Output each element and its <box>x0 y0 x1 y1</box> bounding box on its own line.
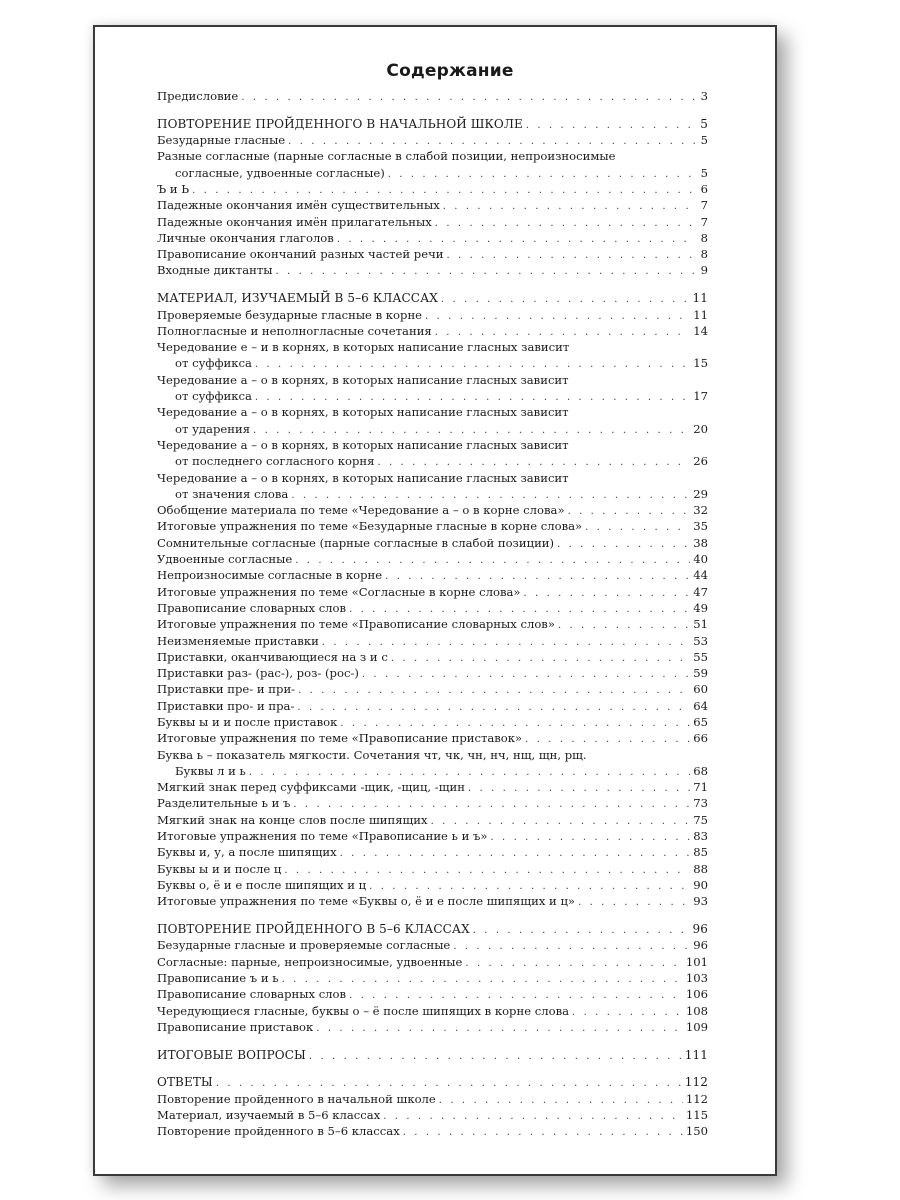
toc-page-number: 83 <box>693 829 708 844</box>
toc-page-number: 40 <box>693 552 708 567</box>
toc-entry[interactable] <box>157 844 708 860</box>
toc-entry-title: Чередующиеся гласные, буквы о – ё после шипящих в корне слова <box>157 1003 572 1019</box>
dot-leader <box>316 1021 683 1037</box>
toc-entry[interactable] <box>157 828 708 844</box>
toc-page-number: 90 <box>693 877 708 892</box>
toc-entry[interactable] <box>157 502 708 518</box>
toc-entry-title: Приставки про- и пра- <box>157 698 297 714</box>
toc-entry[interactable] <box>157 600 708 616</box>
toc-entry[interactable] <box>157 779 708 795</box>
toc-entry[interactable] <box>157 1107 708 1123</box>
toc-page-number: 59 <box>693 666 708 681</box>
toc-page-number: 26 <box>693 454 708 469</box>
toc-entry-title: Правописание окончаний разных частей речи <box>157 246 446 262</box>
toc-page-number: 66 <box>693 731 708 746</box>
toc-page-number: 6 <box>700 181 708 196</box>
toc-page-number: 7 <box>700 214 708 229</box>
toc-page-number: 112 <box>684 1075 708 1090</box>
toc-page-number: 32 <box>693 503 708 518</box>
toc-page-number: 55 <box>693 649 708 664</box>
toc-entry[interactable] <box>157 937 708 953</box>
dot-leader <box>403 1125 683 1141</box>
toc-section-heading[interactable] <box>157 1047 708 1063</box>
toc-entry-title: Полногласные и неполногласные сочетания <box>157 323 435 339</box>
toc-entry-title: Буквы и, у, а после шипящих <box>157 844 340 860</box>
toc-page-number: 17 <box>693 389 708 404</box>
toc-page-number: 5 <box>700 133 708 148</box>
toc-page-number: 7 <box>700 198 708 213</box>
toc-page-number: 60 <box>693 682 708 697</box>
toc-entry-title: от ударения <box>157 421 253 437</box>
toc-entry[interactable] <box>157 88 708 104</box>
toc-entry[interactable] <box>157 681 708 697</box>
toc-entry-continuation[interactable] <box>157 165 708 181</box>
toc-page-number: 111 <box>684 1047 708 1062</box>
toc-entry-title: Итоговые упражнения по теме «Буквы о, ё и е после шипящих и ц» <box>157 893 578 909</box>
toc-entry[interactable] <box>157 1019 708 1035</box>
toc-entry-title: Буквы л и ь <box>157 763 249 779</box>
toc-page-number: 9 <box>700 263 708 278</box>
toc-entry[interactable] <box>157 986 708 1002</box>
toc-entry[interactable] <box>157 1003 708 1019</box>
toc-page-number: 3 <box>700 89 708 103</box>
toc-page-number: 109 <box>685 1019 708 1034</box>
toc-entry[interactable] <box>157 954 708 970</box>
toc-page-number: 106 <box>685 987 708 1002</box>
table-of-contents <box>157 88 708 1140</box>
toc-page-number: 112 <box>685 1091 708 1106</box>
toc-page-number: 11 <box>693 307 708 322</box>
toc-entry-title: от суффикса <box>157 355 255 371</box>
toc-entry-title: Приставки пре- и при- <box>157 681 298 697</box>
toc-entry-title: Разделительные ь и ъ <box>157 795 293 811</box>
toc-page-number: 103 <box>685 970 708 985</box>
toc-entry-title: ОТВЕТЫ <box>157 1074 216 1090</box>
toc-entry[interactable] <box>157 404 708 420</box>
toc-entry-title: Падежные окончания имён существительных <box>157 197 443 213</box>
toc-section-heading[interactable] <box>157 290 708 306</box>
toc-entry[interactable] <box>157 649 708 665</box>
toc-entry[interactable] <box>157 181 708 197</box>
toc-page-number: 150 <box>685 1124 708 1139</box>
toc-entry-title: Правописание ъ и ь <box>157 970 282 986</box>
toc-entry-title: Правописание словарных слов <box>157 986 349 1002</box>
toc-entry[interactable] <box>157 214 708 230</box>
toc-entry[interactable] <box>157 584 708 600</box>
toc-entry[interactable] <box>157 132 708 148</box>
toc-entry-title: Буквы ы и и после приставок <box>157 714 340 730</box>
toc-entry-title: от суффикса <box>157 388 255 404</box>
toc-page-number: 85 <box>693 845 708 860</box>
toc-entry[interactable] <box>157 148 708 164</box>
toc-entry[interactable] <box>157 567 708 583</box>
toc-entry-title: Согласные: парные, непроизносимые, удвоенные <box>157 954 465 970</box>
toc-entry[interactable] <box>157 372 708 388</box>
toc-page-number: 68 <box>693 763 708 778</box>
toc-entry[interactable] <box>157 535 708 551</box>
toc-entry-title: Личные окончания глаголов <box>157 230 337 246</box>
toc-entry-continuation[interactable] <box>157 763 708 779</box>
toc-entry-title: Приставки, оканчивающиеся на з и с <box>157 649 391 665</box>
toc-entry[interactable] <box>157 518 708 534</box>
toc-page-number: 38 <box>693 535 708 550</box>
toc-page-number: 47 <box>693 584 708 599</box>
toc-entry[interactable] <box>157 230 708 246</box>
toc-page-number: 5 <box>700 165 708 180</box>
toc-entry[interactable] <box>157 812 708 828</box>
toc-entry-continuation[interactable] <box>157 388 708 404</box>
toc-section-heading[interactable] <box>157 1074 708 1090</box>
toc-page-number: 35 <box>693 519 708 534</box>
toc-page-number: 96 <box>692 922 708 937</box>
toc-page-number: 15 <box>693 356 708 371</box>
toc-entry[interactable] <box>157 1123 708 1139</box>
toc-entry-title: от значения слова <box>157 486 291 502</box>
toc-entry-title: Входные диктанты <box>157 262 276 278</box>
toc-section-heading[interactable] <box>157 921 708 937</box>
toc-entry[interactable] <box>157 730 708 746</box>
toc-page-number: 88 <box>693 861 708 876</box>
toc-entry-title: Сомнительные согласные (парные согласные в слабой позиции) <box>157 535 557 551</box>
toc-entry-title: Ъ и Ь <box>157 181 192 197</box>
toc-entry[interactable] <box>157 616 708 632</box>
toc-page-number: 49 <box>693 600 708 615</box>
toc-entry-title: Повторение пройденного в 5–6 классах <box>157 1123 403 1139</box>
toc-entry[interactable] <box>157 795 708 811</box>
toc-entry[interactable] <box>157 197 708 213</box>
toc-entry-title: ПОВТОРЕНИЕ ПРОЙДЕННОГО В НАЧАЛЬНОЙ ШКОЛЕ <box>157 116 526 132</box>
toc-entry-title: Материал, изучаемый в 5–6 классах <box>157 1107 383 1123</box>
toc-page-number: 51 <box>693 617 708 632</box>
toc-entry-title: Безударные гласные и проверяемые согласные <box>157 937 453 953</box>
toc-entry-title: Повторение пройденного в начальной школе <box>157 1091 439 1107</box>
toc-entry-title: согласные, удвоенные согласные) <box>157 165 388 181</box>
toc-entry-title: Проверяемые безударные гласные в корне <box>157 307 425 323</box>
toc-page-number: 108 <box>685 1003 708 1018</box>
toc-entry-title: Чередование а – о в корнях, в которых написание гласных зависит <box>157 404 572 420</box>
toc-entry[interactable] <box>157 861 708 877</box>
toc-entry[interactable] <box>157 1091 708 1107</box>
toc-entry-title: Буквы ы и и после ц <box>157 861 284 877</box>
toc-entry-title: Буквы о, ё и е после шипящих и ц <box>157 877 369 893</box>
toc-page-number: 75 <box>693 812 708 827</box>
toc-entry-title: Чередование а – о в корнях, в которых написание гласных зависит <box>157 372 572 388</box>
toc-entry-title: Итоговые упражнения по теме «Правописание ь и ъ» <box>157 828 490 844</box>
toc-entry-title: Мягкий знак на конце слов после шипящих <box>157 812 431 828</box>
toc-page-number: 73 <box>693 796 708 811</box>
toc-entry-title: от последнего согласного корня <box>157 453 377 469</box>
toc-entry-title: Удвоенные согласные <box>157 551 295 567</box>
toc-page-number: 96 <box>693 938 708 953</box>
toc-entry-title: Безударные гласные <box>157 132 288 148</box>
toc-entry[interactable] <box>157 470 708 486</box>
toc-entry[interactable] <box>157 339 708 355</box>
toc-entry-continuation[interactable] <box>157 421 708 437</box>
toc-entry-title: Буква ь – показатель мягкости. Сочетания чт, чк, чн, нч, нщ, щн, рщ. <box>157 747 590 763</box>
toc-entry-title: Итоговые упражнения по теме «Безударные гласные в корне слова» <box>157 518 585 534</box>
toc-entry[interactable] <box>157 970 708 986</box>
dot-leader <box>309 1049 682 1065</box>
toc-entry[interactable] <box>157 698 708 714</box>
toc-entry-title: Итоговые упражнения по теме «Согласные в корне слова» <box>157 584 523 600</box>
dot-leader <box>578 895 690 911</box>
toc-page-number: 71 <box>693 780 708 795</box>
toc-entry-continuation[interactable] <box>157 486 708 502</box>
toc-page-number: 20 <box>693 421 708 436</box>
toc-entry-title: ПОВТОРЕНИЕ ПРОЙДЕННОГО В 5–6 КЛАССАХ <box>157 921 473 937</box>
toc-entry-title: Предисловие <box>157 88 241 104</box>
toc-entry[interactable] <box>157 437 708 453</box>
toc-entry-title: Неизменяемые приставки <box>157 633 322 649</box>
toc-page-number: 53 <box>693 633 708 648</box>
toc-entry-title: Разные согласные (парные согласные в слабой позиции, непроизносимые <box>157 148 618 164</box>
toc-entry-continuation[interactable] <box>157 453 708 469</box>
dot-leader <box>241 90 695 106</box>
toc-entry-title: Правописание словарных слов <box>157 600 349 616</box>
toc-page-number: 115 <box>685 1108 708 1123</box>
toc-entry-title: Обобщение материала по теме «Чередование а – о в корне слова» <box>157 502 568 518</box>
toc-entry[interactable] <box>157 262 708 278</box>
toc-page-number: 93 <box>693 894 708 909</box>
page-title: Содержание <box>386 61 514 81</box>
toc-entry-title: Чередование а – о в корнях, в которых написание гласных зависит <box>157 470 572 486</box>
dot-leader <box>276 264 696 280</box>
toc-entry[interactable] <box>157 246 708 262</box>
toc-page-number: 5 <box>700 116 708 131</box>
toc-page-number: 65 <box>693 714 708 729</box>
toc-page-number: 14 <box>693 323 708 338</box>
toc-entry[interactable] <box>157 893 708 909</box>
toc-page-number: 29 <box>693 486 708 501</box>
toc-entry[interactable] <box>157 877 708 893</box>
toc-entry-title: Непроизносимые согласные в корне <box>157 567 385 583</box>
toc-entry[interactable] <box>157 633 708 649</box>
toc-entry-title: Правописание приставок <box>157 1019 316 1035</box>
toc-entry-title: Приставки раз- (рас-), роз- (рос-) <box>157 665 362 681</box>
toc-entry-title: Чередование а – о в корнях, в которых написание гласных зависит <box>157 437 572 453</box>
toc-entry[interactable] <box>157 714 708 730</box>
toc-entry[interactable] <box>157 665 708 681</box>
toc-entry-title: ИТОГОВЫЕ ВОПРОСЫ <box>157 1047 309 1063</box>
toc-page-number: 44 <box>693 568 708 583</box>
toc-page-number: 64 <box>693 698 708 713</box>
toc-page-number: 11 <box>692 291 708 306</box>
toc-entry-title: Мягкий знак перед суффиксами -щик, -щиц, -щин <box>157 779 468 795</box>
toc-entry[interactable] <box>157 551 708 567</box>
toc-page-number: 8 <box>700 230 708 245</box>
toc-entry[interactable] <box>157 323 708 339</box>
toc-entry[interactable] <box>157 747 708 763</box>
toc-entry-title: Итоговые упражнения по теме «Правописание словарных слов» <box>157 616 558 632</box>
toc-entry-title: Итоговые упражнения по теме «Правописание приставок» <box>157 730 525 746</box>
toc-entry-continuation[interactable] <box>157 355 708 371</box>
toc-entry[interactable] <box>157 307 708 323</box>
toc-page-number: 8 <box>700 247 708 262</box>
toc-entry-title: Чередование е – и в корнях, в которых написание гласных зависит <box>157 339 572 355</box>
toc-entry-title: МАТЕРИАЛ, ИЗУЧАЕМЫЙ В 5–6 КЛАССАХ <box>157 290 441 306</box>
toc-section-heading[interactable] <box>157 116 708 132</box>
toc-entry-title: Падежные окончания имён прилагательных <box>157 214 435 230</box>
toc-page-number: 101 <box>685 954 708 969</box>
